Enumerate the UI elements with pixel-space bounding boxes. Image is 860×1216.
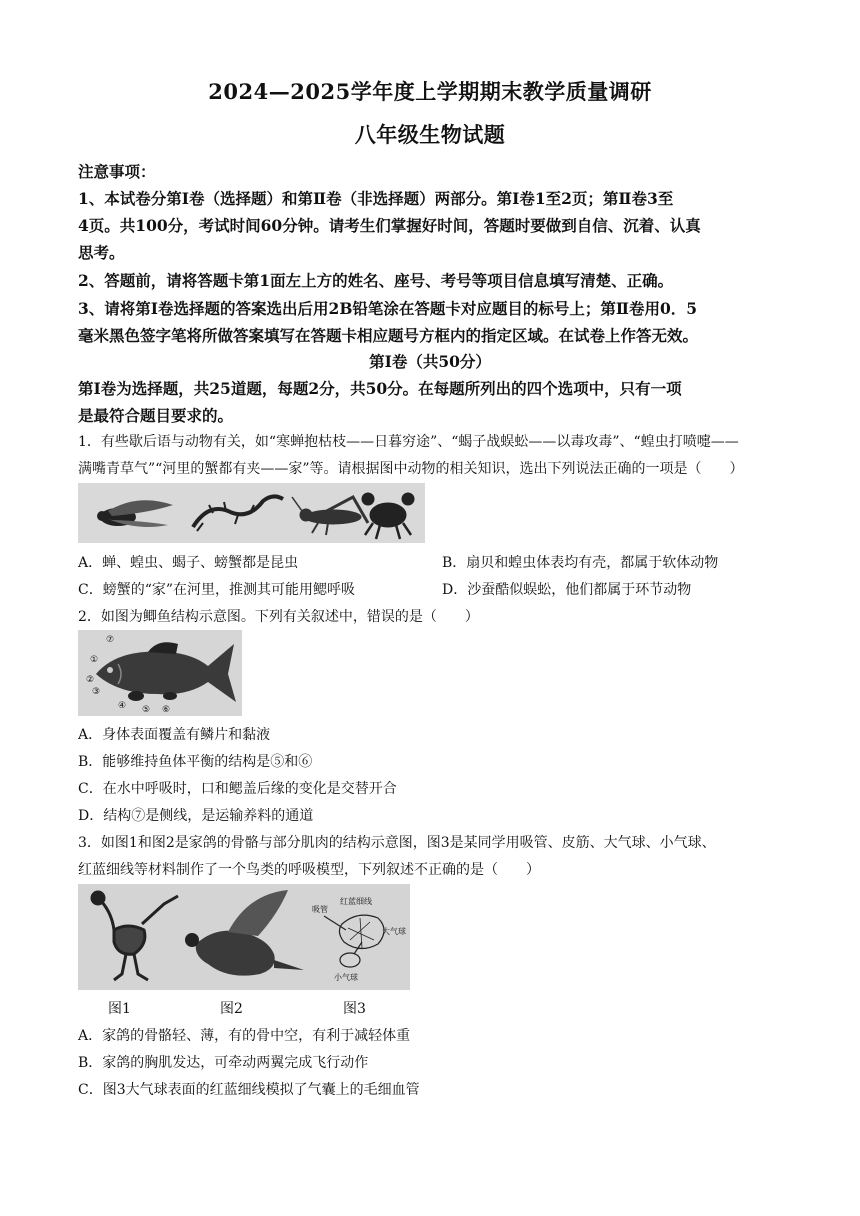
question-1-stem: 满嘴青草气”“河里的蟹都有夹——家”等。请根据图中动物的相关知识，选出下列说法正确的一项是（ ）: [78, 461, 744, 477]
question-3-option-a: A．家鸽的骨骼轻、薄，有的骨中空，有利于减轻体重: [78, 1028, 411, 1044]
notice-line: 毫米黑色签字笔将所做答案填写在答题卡相应题号方框内的指定区域。在试卷上作答无效。: [78, 326, 699, 345]
question-1-option-c: C．螃蟹的“家”在河里，推测其可能用鳃呼吸: [78, 582, 356, 598]
question-1-option-b: B．扇贝和蝗虫体表均有壳，都属于软体动物: [442, 555, 719, 571]
fish-label: ③: [92, 687, 101, 697]
fish-label: ⑤: [142, 705, 151, 715]
question-3-stem: 红蓝细线等材料制作了一个鸟类的呼吸模型，下列叙述不正确的是（ ）: [78, 862, 540, 878]
question-3-stem: 3．如图1和图2是家鸽的骨骼与部分肌肉的结构示意图，图3是某同学用吸管、皮筋、大气球、小气球、: [78, 835, 716, 851]
figure-caption: 图2: [220, 1001, 243, 1017]
fish-label: ⑥: [162, 705, 171, 715]
question-3-option-c: C．图3大气球表面的红蓝细线模拟了气囊上的毛细血管: [78, 1082, 420, 1098]
section-intro: 第Ⅰ卷为选择题，共25道题，每题2分，共50分。在每题所列出的四个选项中，只有一项: [78, 379, 682, 398]
question-1-option-a: A．蝉、蝗虫、蝎子、螃蟹都是昆虫: [78, 555, 299, 571]
notice-line: 3、请将第Ⅰ卷选择题的答案选出后用2B铅笔涂在答题卡对应题目的标号上；第Ⅱ卷用0．5: [78, 299, 698, 318]
notice-line: 4页。共100分，考试时间60分钟。请考生们掌握好时间，答题时要做到自信、沉着、认真: [78, 216, 701, 235]
fish-label: ⑦: [106, 635, 115, 645]
fish-label: ②: [86, 675, 95, 685]
model-label: 吸管: [312, 905, 328, 914]
question-3-pigeon-image: [78, 884, 410, 990]
question-2-option-c: C．在水中呼吸时，口和鳃盖后缘的变化是交替开合: [78, 781, 397, 797]
model-label: 红蓝细线: [340, 897, 372, 906]
figure-caption: 图1: [108, 1001, 131, 1017]
notice-heading: 注意事项：: [78, 162, 156, 181]
question-2-fish-image: [78, 630, 242, 716]
model-label: 大气球: [382, 927, 406, 936]
question-3-option-b: B．家鸽的胸肌发达，可牵动两翼完成飞行动作: [78, 1055, 369, 1071]
question-1-stem: 1．有些歇后语与动物有关，如“寒蝉抱枯枝——日暮穷途”、“蝎子战蜈蚣——以毒攻毒”、“蝗虫打喷嚏——: [78, 434, 739, 450]
figure-caption: 图3: [343, 1001, 366, 1017]
notice-line: 2、答题前，请将答题卡第1面左上方的姓名、座号、考号等项目信息填写清楚、正确。: [78, 271, 674, 290]
page-subtitle: 八年级生物试题: [354, 122, 506, 147]
question-1-option-d: D．沙蚕酷似蜈蚣，他们都属于环节动物: [442, 582, 692, 598]
fish-label: ①: [90, 655, 99, 665]
section-intro: 是最符合题目要求的。: [78, 406, 234, 425]
question-2-option-b: B．能够维持鱼体平衡的结构是⑤和⑥: [78, 754, 313, 770]
notice-line: 1、本试卷分第Ⅰ卷（选择题）和第Ⅱ卷（非选择题）两部分。第Ⅰ卷1至2页；第Ⅱ卷3至: [78, 189, 674, 208]
question-2-stem: 2．如图为鲫鱼结构示意图。下列有关叙述中，错误的是（ ）: [78, 609, 479, 625]
model-label: 小气球: [334, 973, 358, 982]
question-2-option-a: A．身体表面覆盖有鳞片和黏液: [78, 727, 271, 743]
question-1-animals-image: [78, 483, 425, 543]
notice-line: 思考。: [78, 243, 125, 262]
page-title: 2024—2025学年度上学期期末教学质量调研: [208, 79, 652, 104]
section-heading: 第Ⅰ卷（共50分）: [369, 352, 491, 371]
fish-label: ④: [118, 701, 127, 711]
question-2-option-d: D．结构⑦是侧线，是运输养料的通道: [78, 808, 314, 824]
